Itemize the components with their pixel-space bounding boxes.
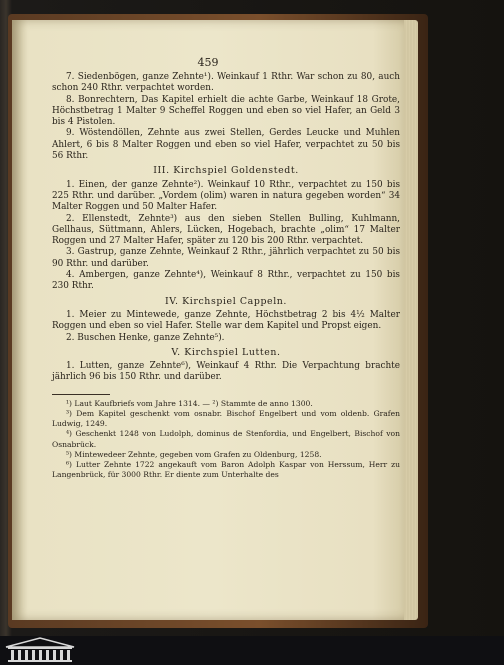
section-heading: V. Kirchspiel Lutten. (171, 346, 281, 358)
footnotes (52, 399, 400, 481)
paragraph: 9. Wöstendöllen, Zehnte aus zwei Stellen, Gerdes Leucke und Muhlen Ahlert, 6 bis 8 Malter Roggen und eben so viel Hafer, verpachtet zu 50 bis 56 Rthr. (52, 128, 400, 162)
paragraph: 1. Lutten, ganze Zehnte⁶), Weinkauf 4 Rthr. Die Verpachtung brachte jährlich 96 bis 150 Rthr. und darüber. (52, 361, 400, 383)
paragraph: 3. Gastrup, ganze Zehnte, Weinkauf 2 Rthr., jährlich verpachtet zu 50 bis 90 Rthr. und darüber. (52, 247, 400, 269)
paragraph: 1. Einen, der ganze Zehnte²). Weinkauf 10 Rthr., verpachtet zu 150 bis 225 Rthr. und darüber. „Vordem (olim) waren in natura gegeben worden“ 34 Malter Roggen und 50 Malter Hafer. (52, 179, 400, 213)
paragraph: 8. Bonrechtern, Das Kapitel erhielt die achte Garbe, Weinkauf 18 Grote, Höchstbetrag 1 Malter 9 Scheffel Roggen und eben so viel Hafer, an Geld 3 bis 4 Pistolen. (52, 94, 400, 128)
paragraph: 7. Siedenbögen, ganze Zehnte¹). Weinkauf 1 Rthr. War schon zu 80, auch schon 240 Rthr. verpachtet worden. (52, 72, 400, 94)
book-page (12, 20, 404, 620)
paragraph: 4. Ambergen, ganze Zehnte⁴), Weinkauf 8 Rthr., verpachtet zu 150 bis 230 Rthr. (52, 270, 400, 292)
footnote: ³) Dem Kapitel geschenkt vom osnabr. Bischof Engelbert und vom oldenb. Grafen Ludwig, 1249. (52, 408, 400, 429)
footnote-rule (52, 394, 110, 395)
footnote: ¹) Laut Kaufbriefs vom Jahre 1314. — ²) Stammte de anno 1300. (66, 398, 313, 408)
paragraph: 1. Meier zu Mintewede, ganze Zehnte, Höchstbetrag 2 bis 4½ Malter Roggen und eben so viel Hafer. Stelle war dem Kapitel und Propst eigen. (52, 309, 400, 332)
section-heading: IV. Kirchspiel Cappeln. (164, 295, 288, 307)
paragraph: 2. Buschen Henke, ganze Zehnte⁵). (66, 332, 225, 343)
page-number: 459 (197, 56, 219, 69)
paragraph: 2. Ellenstedt, Zehnte³) aus den sieben Stellen Bulling, Kuhlmann, Gellhaus, Süttmann, Ahlers, Lücken, Hogebach, brachte „olim“ 17 Malter Roggen und 27 Malter Hafer, später zu 120 bis 200 Rthr. verpachtet. (52, 213, 400, 247)
footnote: ⁴) Geschenkt 1248 von Ludolph, dominus de Stenfordia, und Engelbert, Bischof von Osnabrück. (52, 429, 400, 449)
library-building-logo (4, 637, 76, 663)
page-text (52, 72, 400, 480)
section-heading: III. Kirchspiel Goldenstedt. (153, 165, 299, 177)
footnote: ⁶) Lutter Zehnte 1722 angekauft vom Baron Adolph Kaspar von Herssum, Herr zu Langenbrück, für 3000 Rthr. Er diente zum Unterhalte des (52, 459, 400, 480)
footnote: ⁵) Mintewedeer Zehnte, gegeben vom Grafen zu Oldenburg, 1258. (66, 449, 322, 459)
